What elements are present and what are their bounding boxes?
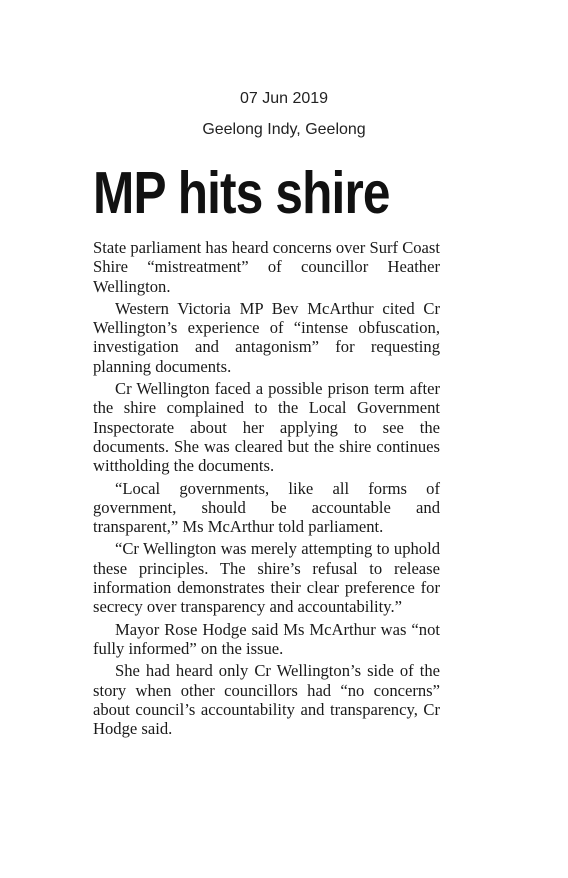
article-paragraph: Mayor Rose Hodge said Ms McArthur was “not fully informed” on the issue. xyxy=(93,619,440,658)
article-paragraph: “Cr Wellington was merely attempting to uphold these principles. The shire’s refusal to release information demonstrates their clear preference for secrecy over transparency and accountability.” xyxy=(93,539,440,617)
article-headline: MP hits shire xyxy=(93,160,390,226)
article-paragraph: She had heard only Cr Wellington’s side of the story when other councillors had “no concerns” about council’s accountability and transparency, Cr Hodge said. xyxy=(93,661,440,739)
article-body xyxy=(93,238,440,738)
article-paragraph: “Local governments, like all forms of government, should be accountable and transparent,” Ms McArthur told parliament. xyxy=(93,478,440,537)
clipping-source: Geelong Indy, Geelong xyxy=(202,121,366,138)
article-paragraph: Cr Wellington faced a possible prison term after the shire complained to the Local Government Inspectorate about her applying to see the documents. She was cleared but the shire continues wittholding the documents. xyxy=(93,379,440,476)
clipping-date: 07 Jun 2019 xyxy=(239,90,329,107)
article-paragraph: State parliament has heard concerns over Surf Coast Shire “mistreatment” of councillor Heather Wellington. xyxy=(93,238,440,296)
article-paragraph: Western Victoria MP Bev McArthur cited Cr Wellington’s experience of “intense obfuscation, investigation and antagonism” for requesting planning documents. xyxy=(93,298,440,376)
